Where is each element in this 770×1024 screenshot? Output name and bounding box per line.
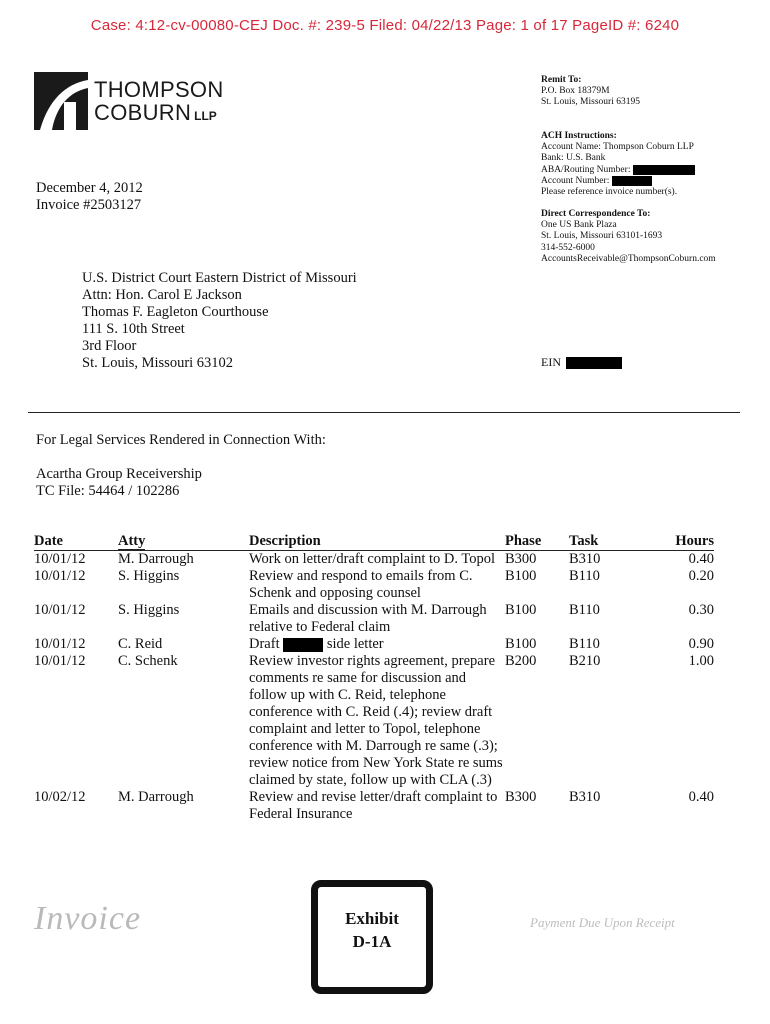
address-line: Attn: Hon. Carol E Jackson bbox=[82, 287, 242, 303]
col-header-description: Description bbox=[249, 532, 505, 551]
address-line: U.S. District Court Eastern District of Missouri bbox=[82, 270, 357, 286]
firm-name-line2: COBURN bbox=[94, 100, 192, 125]
cell-task: B210 bbox=[569, 653, 601, 669]
cell-hours: 0.90 bbox=[688, 636, 714, 652]
correspondence-line: 314-552-6000 bbox=[541, 242, 595, 253]
correspondence-line: One US Bank Plaza bbox=[541, 220, 617, 231]
cell-date: 10/01/12 bbox=[34, 602, 86, 618]
remit-to-line: St. Louis, Missouri 63195 bbox=[541, 97, 640, 108]
firm-name-line1: THOMPSON bbox=[94, 77, 224, 102]
matter-info bbox=[36, 466, 202, 500]
cell-atty: M. Darrough bbox=[118, 551, 194, 567]
address-line: 111 S. 10th Street bbox=[82, 321, 185, 337]
cell-hours: 1.00 bbox=[688, 653, 714, 669]
invoice-date: December 4, 2012 bbox=[36, 180, 143, 196]
col-header-phase: Phase bbox=[505, 532, 569, 551]
ach-instructions-block bbox=[541, 131, 695, 199]
cell-atty: M. Darrough bbox=[118, 789, 194, 805]
cell-hours: 0.40 bbox=[688, 789, 714, 805]
cell-date: 10/02/12 bbox=[34, 789, 86, 805]
invoice-watermark: Invoice bbox=[34, 900, 142, 937]
cell-hours: 0.30 bbox=[688, 602, 714, 618]
cell-date: 10/01/12 bbox=[34, 636, 86, 652]
cell-atty: S. Higgins bbox=[118, 568, 180, 584]
table-row bbox=[34, 551, 714, 569]
cell-atty: C. Reid bbox=[118, 636, 163, 652]
cell-description: Emails and discussion with M. Darrough relative to Federal claim bbox=[249, 602, 487, 635]
cell-description bbox=[249, 636, 505, 653]
table-row bbox=[34, 602, 714, 636]
correspondence-line: St. Louis, Missouri 63101-1693 bbox=[541, 231, 663, 242]
table-row bbox=[34, 789, 714, 823]
invoice-number: Invoice #2503127 bbox=[36, 197, 142, 213]
cell-phase: B300 bbox=[505, 551, 537, 567]
correspondence-block bbox=[541, 209, 716, 265]
description-text: side letter bbox=[326, 636, 384, 652]
services-heading: For Legal Services Rendered in Connection With: bbox=[36, 432, 326, 448]
redaction-block bbox=[633, 165, 695, 175]
cell-task: B310 bbox=[569, 551, 601, 567]
ach-label: ACH Instructions: bbox=[541, 131, 617, 141]
ein-field bbox=[541, 355, 622, 370]
exhibit-label: Exhibit bbox=[345, 909, 399, 928]
ein-label: EIN bbox=[541, 355, 561, 369]
cell-description: Review investor rights agreement, prepare comments re same for discussion and follow up with C. Reid, telephone conference with C. Reid (.4); review draft complaint and letter to Topol, telephone conference with M. Darrough re same (.3); review notice from New York State re sums claimed by state, follow up with CLA (.3) bbox=[249, 653, 503, 788]
remit-to-line: P.O. Box 18379M bbox=[541, 86, 610, 97]
cell-task: B110 bbox=[569, 602, 600, 618]
correspondence-label: Direct Correspondence To: bbox=[541, 209, 651, 219]
table-row bbox=[34, 653, 714, 789]
redaction-block bbox=[283, 638, 323, 652]
cell-description: Review and revise letter/draft complaint to Federal Insurance bbox=[249, 789, 498, 822]
cell-description: Work on letter/draft complaint to D. Topol bbox=[249, 551, 496, 567]
firm-name-suffix: LLP bbox=[194, 109, 217, 123]
table-row bbox=[34, 636, 714, 653]
redaction-block bbox=[612, 176, 652, 186]
remit-to-label: Remit To: bbox=[541, 75, 582, 85]
recipient-address bbox=[82, 270, 357, 372]
cell-task: B110 bbox=[569, 568, 600, 584]
cell-hours: 0.40 bbox=[688, 551, 714, 567]
ach-note: Please reference invoice number(s). bbox=[541, 187, 678, 198]
address-line: Thomas F. Eagleton Courthouse bbox=[82, 304, 269, 320]
redaction-block bbox=[566, 357, 622, 369]
cell-atty: C. Schenk bbox=[118, 653, 178, 669]
divider bbox=[28, 412, 740, 413]
invoice-info bbox=[36, 180, 143, 214]
matter-name: Acartha Group Receivership bbox=[36, 466, 202, 482]
col-header-hours: Hours bbox=[657, 532, 714, 551]
firm-logo-icon bbox=[34, 72, 88, 130]
cell-hours: 0.20 bbox=[688, 568, 714, 584]
exhibit-stamp bbox=[311, 880, 433, 994]
case-header-stamp: Case: 4:12-cv-00080-CEJ Doc. #: 239-5 Filed: 04/22/13 Page: 1 of 17 PageID #: 6240 bbox=[90, 17, 680, 34]
correspondence-email: AccountsReceivable@ThompsonCoburn.com bbox=[541, 253, 716, 264]
ach-bank: Bank: U.S. Bank bbox=[541, 153, 606, 164]
ach-account-name: Account Name: Thompson Coburn LLP bbox=[541, 142, 694, 153]
cell-date: 10/01/12 bbox=[34, 568, 86, 584]
cell-atty: S. Higgins bbox=[118, 602, 180, 618]
cell-task: B310 bbox=[569, 789, 601, 805]
firm-name bbox=[94, 78, 224, 128]
cell-phase: B300 bbox=[505, 789, 537, 805]
cell-date: 10/01/12 bbox=[34, 551, 86, 567]
cell-task: B110 bbox=[569, 636, 600, 652]
table-header-row bbox=[34, 532, 714, 551]
address-line: 3rd Floor bbox=[82, 338, 137, 354]
exhibit-number: D-1A bbox=[352, 932, 392, 951]
remit-to-block bbox=[541, 75, 640, 109]
payment-watermark: Payment Due Upon Receipt bbox=[530, 915, 675, 930]
address-line: St. Louis, Missouri 63102 bbox=[82, 355, 234, 371]
matter-file: TC File: 54464 / 102286 bbox=[36, 483, 180, 499]
cell-description: Review and respond to emails from C. Schenk and opposing counsel bbox=[249, 568, 473, 601]
ach-account-number-label: Account Number: bbox=[541, 176, 610, 187]
cell-phase: B100 bbox=[505, 568, 537, 584]
cell-phase: B100 bbox=[505, 636, 537, 652]
ach-aba-label: ABA/Routing Number: bbox=[541, 164, 631, 175]
cell-phase: B100 bbox=[505, 602, 537, 618]
description-text: Draft bbox=[249, 636, 280, 652]
col-header-atty: Atty bbox=[118, 532, 249, 551]
cell-phase: B200 bbox=[505, 653, 537, 669]
time-entries-table bbox=[34, 532, 714, 823]
table-row bbox=[34, 568, 714, 602]
col-header-date: Date bbox=[34, 532, 118, 551]
cell-date: 10/01/12 bbox=[34, 653, 86, 669]
col-header-task: Task bbox=[569, 532, 657, 551]
